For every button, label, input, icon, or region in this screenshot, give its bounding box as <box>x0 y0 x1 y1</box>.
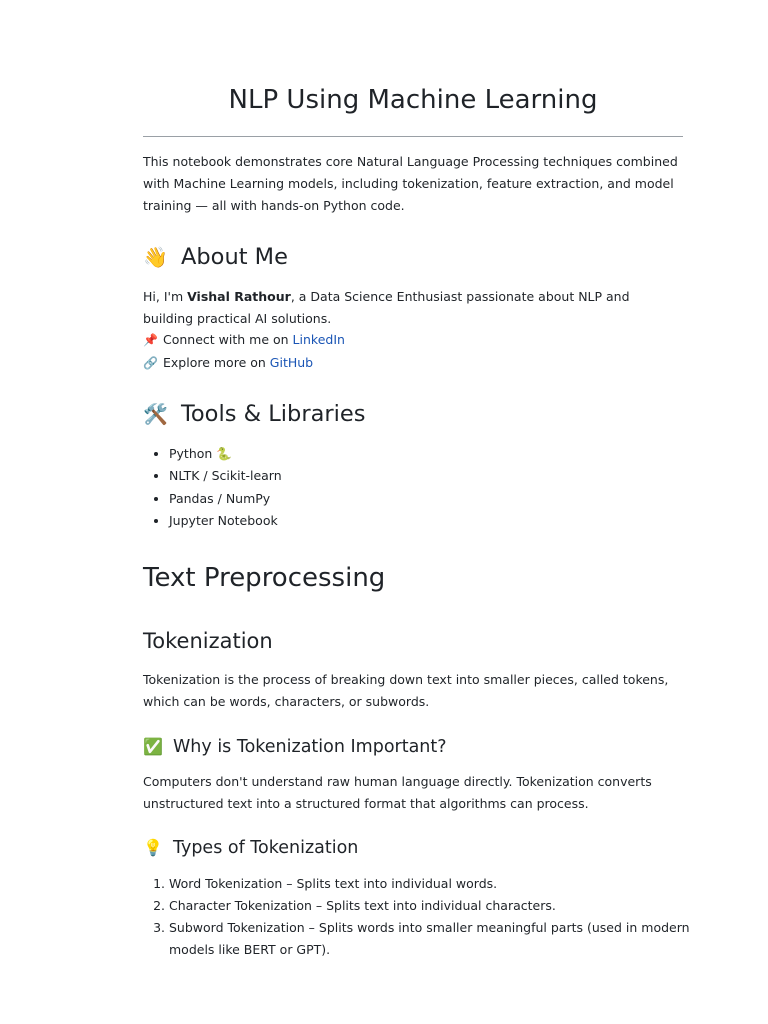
why-heading <box>143 734 447 760</box>
title-divider <box>143 136 683 137</box>
section-heading: Text Preprocessing <box>143 563 386 593</box>
pushpin-icon: 📌 <box>143 333 158 347</box>
tokenization-description: Tokenization is the process of breaking down text into smaller pieces, called tokens, which can be words, characters, or subwords. <box>143 672 669 709</box>
snake-icon: 🐍 <box>216 446 232 461</box>
list-item: 3. Subword Tokenization – Splits words into smaller meaningful parts (used in modern models like BERT or GPT). <box>169 917 704 961</box>
types-heading <box>143 835 358 861</box>
light-bulb-icon: 💡 <box>143 838 163 857</box>
link-icon: 🔗 <box>143 356 158 370</box>
github-link[interactable]: GitHub <box>269 355 314 370</box>
types-list <box>143 873 704 961</box>
connect-line <box>143 329 345 351</box>
tools-heading <box>143 398 365 430</box>
author-name: Vishal Rathour <box>187 289 291 304</box>
connect-text: Connect with me on <box>163 332 289 347</box>
list-item: • Pandas / NumPy <box>169 488 282 510</box>
waving-hand-icon: 👋 <box>143 245 168 269</box>
intro-paragraph: This notebook demonstrates core Natural Language Processing techniques combined with Machine Learning models, including tokenization, feature extraction, and model training — all with hands-on Python code. <box>143 154 678 213</box>
about-heading-text: About Me <box>181 244 288 270</box>
subsection-heading: Tokenization <box>143 629 273 653</box>
explore-line <box>143 352 313 374</box>
hammer-and-wrench-icon: 🛠️ <box>143 402 168 426</box>
about-heading <box>143 241 288 273</box>
tools-list <box>143 443 282 532</box>
list-item: • Python 🐍 <box>169 443 282 465</box>
explore-text: Explore more on <box>163 355 266 370</box>
why-paragraph: Computers don't understand raw human language directly. Tokenization converts unstructured text into a structured format that algorithms can process. <box>143 774 652 811</box>
about-paragraph <box>143 286 678 330</box>
types-heading-text: Types of Tokenization <box>173 838 359 858</box>
list-item: • NLTK / Scikit-learn <box>169 465 282 487</box>
greeting-suffix: , a Data Science Enthusiast passionate about NLP and building practical AI solutions. <box>143 289 630 326</box>
list-item: • Jupyter Notebook <box>169 510 282 532</box>
page-title: NLP Using Machine Learning <box>228 85 598 115</box>
list-item: 2. Character Tokenization – Splits text into individual characters. <box>169 895 704 917</box>
linkedin-link[interactable]: LinkedIn <box>292 332 345 347</box>
check-mark-icon: ✅ <box>143 737 163 756</box>
greeting-prefix: Hi, I'm <box>143 289 188 304</box>
why-heading-text: Why is Tokenization Important? <box>173 737 447 757</box>
list-item: 1. Word Tokenization – Splits text into individual words. <box>169 873 704 895</box>
tools-heading-text: Tools & Libraries <box>181 401 366 427</box>
